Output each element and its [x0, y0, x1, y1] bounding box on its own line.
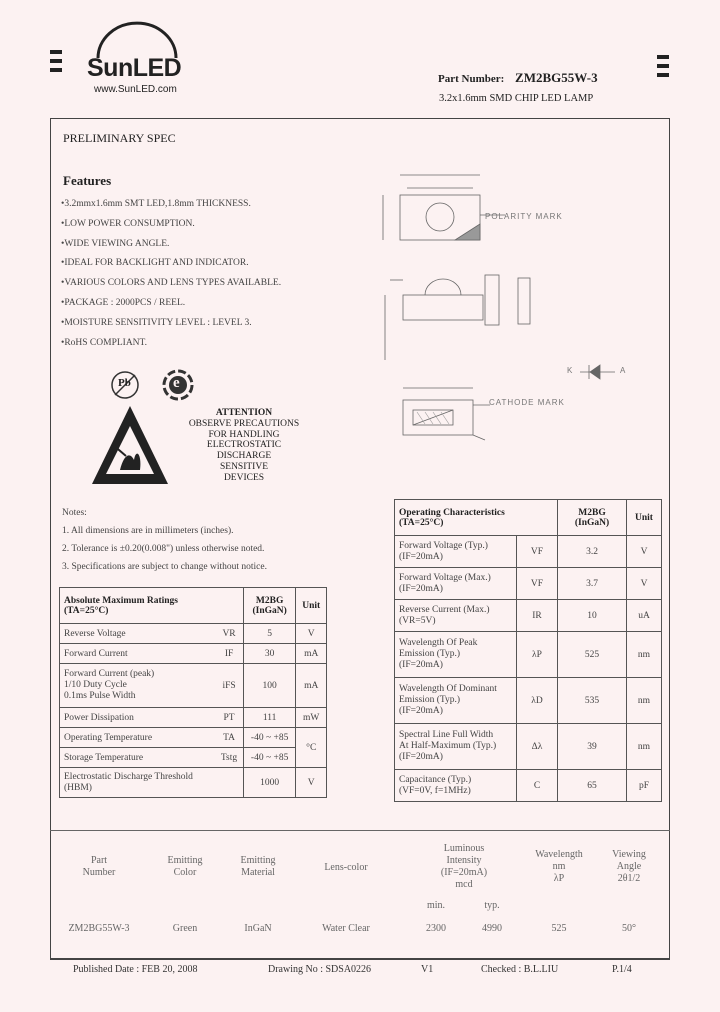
table-row: ZM2BG55W-3 Green InGaN Water Clear 2300 4990 525 50° [68, 922, 636, 934]
table-row: Forward Voltage (Max.) (IF=20mA) VF 3.7 V [395, 568, 662, 600]
feature-item: •IDEAL FOR BACKLIGHT AND INDICATOR. [61, 258, 249, 269]
table-row: Spectral Line Full Width At Half-Maximum (Typ.) (IF=20mA) Δλ 39 nm [395, 724, 662, 770]
note-item: 2. Tolerance is ±0.20(0.008") unless otherwise noted. [62, 544, 265, 554]
brand-name: SunLED [87, 54, 182, 82]
notes-title: Notes: [62, 508, 87, 518]
table-row: Reverse Current (Max.) (VR=5V) IR 10 uA [395, 600, 662, 632]
table-row: Capacitance (Typ.) (VF=0V, f=1MHz) C 65 pF [395, 770, 662, 802]
feature-item: •WIDE VIEWING ANGLE. [61, 238, 170, 249]
product-subtitle: 3.2x1.6mm SMD CHIP LED LAMP [439, 93, 594, 104]
page-number: P.1/4 [612, 964, 632, 975]
cathode-mark-label: CATHODE MARK [489, 398, 565, 407]
brand-url[interactable]: www.SunLED.com [94, 84, 177, 95]
feature-item: •3.2mmx1.6mm SMT LED,1.8mm THICKNESS. [61, 199, 251, 209]
features-list [61, 197, 281, 355]
pb-free-icon [110, 370, 140, 400]
note-item: 3. Specifications are subject to change without notice. [62, 562, 267, 572]
feature-item: •LOW POWER CONSUMPTION. [61, 218, 195, 229]
table-row: Reverse Voltage VR 5 V [60, 624, 327, 644]
table-row: Forward Current (peak) 1/10 Duty Cycle 0.1ms Pulse Width iFS 100 mA [60, 664, 327, 708]
abs-max-unit-header: Unit [296, 588, 327, 624]
attention-line: FOR HANDLING [208, 429, 280, 440]
note-item: 1. All dimensions are in millimeters (inches). [62, 526, 234, 536]
notes [62, 508, 267, 580]
part-number: ZM2BG55W-3 [515, 70, 598, 85]
feature-item: •VARIOUS COLORS AND LENS TYPES AVAILABLE. [61, 278, 282, 289]
op-char-title: Operating Characteristics [399, 507, 505, 518]
table-row: Power Dissipation PT 111 mW [60, 708, 327, 728]
right-bars [657, 55, 669, 82]
part-number-label: Part Number: [438, 73, 505, 85]
lum-min-header: min. [426, 899, 446, 911]
lum-typ-header: typ. [484, 899, 500, 911]
attention-line: DEVICES [223, 472, 265, 483]
table-row: Storage Temperature Tstg -40 ~ +85 [60, 748, 327, 768]
table-row: Forward Current IF 30 mA [60, 644, 327, 664]
anode-a-label: A [620, 366, 626, 375]
attention-line: ELECTROSTATIC [206, 440, 282, 451]
feature-item: •RoHS COMPLIANT. [61, 337, 148, 348]
product-divider-top [50, 830, 670, 831]
op-char-table: Operating Characteristics (TA=25°C) M2BG (InGaN) Unit Forward Voltage (Typ.) (IF=20mA) VF 3.2 V Forward Voltage (Max.) (IF=20mA) VF 3.7 V Reverse Current (Max.) (VR=5V) IR 10 uA Wavelength Of Peak Emission (Typ.) (IF=20mA) λP 525 nm Wavelength Of Dominant Emission (Typ.) (IF=20mA) λD 535 nm Spectral Line Full Width At Half-Maximum (Typ.) (IF=20mA) Δλ 39 nm Capacitance (Typ.) (VF=0V, f=1MHz) C 65 pF [394, 499, 662, 802]
checked-by: Checked : B.L.LIU [481, 964, 559, 975]
attention-line: SENSITIVE [219, 461, 269, 472]
abs-max-cond: (TA=25°C) [64, 605, 109, 616]
op-char-unit-header: Unit [627, 500, 662, 536]
product-table: Part Number Emitting Color Emitting Material Lens-color Luminous Intensity (IF=20mA) mcd Wavelength nm λP Viewing Angle 2θ1/2 min. typ. ZM2BG55W-3 Green InGaN Water Clear 2300 4990 525 50° [60, 842, 660, 938]
feature-item: •PACKAGE : 2000PCS / REEL. [61, 297, 186, 308]
table-row: Wavelength Of Dominant Emission (Typ.) (IF=20mA) λD 535 nm [395, 678, 662, 724]
table-row: Forward Voltage (Typ.) (IF=20mA) VF 3.2 V [395, 536, 662, 568]
attention-title: ATTENTION [215, 408, 273, 418]
table-row: Operating Temperature TA -40 ~ +85 °C [60, 728, 327, 748]
rohs-e-icon [162, 369, 194, 401]
abs-max-table: Absolute Maximum Ratings (TA=25°C) M2BG (InGaN) Unit Reverse Voltage VR 5 V Forward Current IF 30 mA Forward Current (peak) 1/10 Duty Cycle 0.1ms Pulse Width iFS 100 mA Power Dissipation PT 111 mW Operating Temperature TA -40 ~ +85 °C Storage Temperature Tstg -40 ~ +85 Electrostatic Discharge Threshold (HBM) 1000 V [59, 587, 327, 798]
package-drawing [355, 160, 655, 450]
feature-item: •MOISTURE SENSITIVITY LEVEL : LEVEL 3. [61, 317, 252, 328]
attention-line: OBSERVE PRECAUTIONS [188, 418, 300, 429]
esd-warning-icon [90, 404, 170, 491]
left-bars [50, 50, 62, 77]
part-number-header [438, 70, 598, 86]
published-date: Published Date : FEB 20, 2008 [73, 964, 198, 975]
version: V1 [421, 964, 434, 975]
abs-max-title: Absolute Maximum Ratings [64, 595, 179, 606]
table-row: Electrostatic Discharge Threshold (HBM) 1000 V [60, 768, 327, 798]
pb-label: Pb [118, 377, 131, 389]
spec-status: PRELIMINARY SPEC [63, 131, 176, 145]
polarity-mark-label: POLARITY MARK [485, 212, 563, 221]
table-row: Wavelength Of Peak Emission (Typ.) (IF=20mA) λP 525 nm [395, 632, 662, 678]
drawing-number: Drawing No : SDSA0226 [268, 964, 372, 975]
features-title: Features [63, 173, 112, 188]
cathode-k-label: K [567, 366, 573, 375]
attention-block [172, 408, 316, 484]
attention-line: DISCHARGE [216, 451, 272, 462]
e-label: e [173, 375, 180, 391]
footer-divider [50, 958, 670, 959]
op-char-cond: (TA=25°C) [399, 517, 444, 528]
